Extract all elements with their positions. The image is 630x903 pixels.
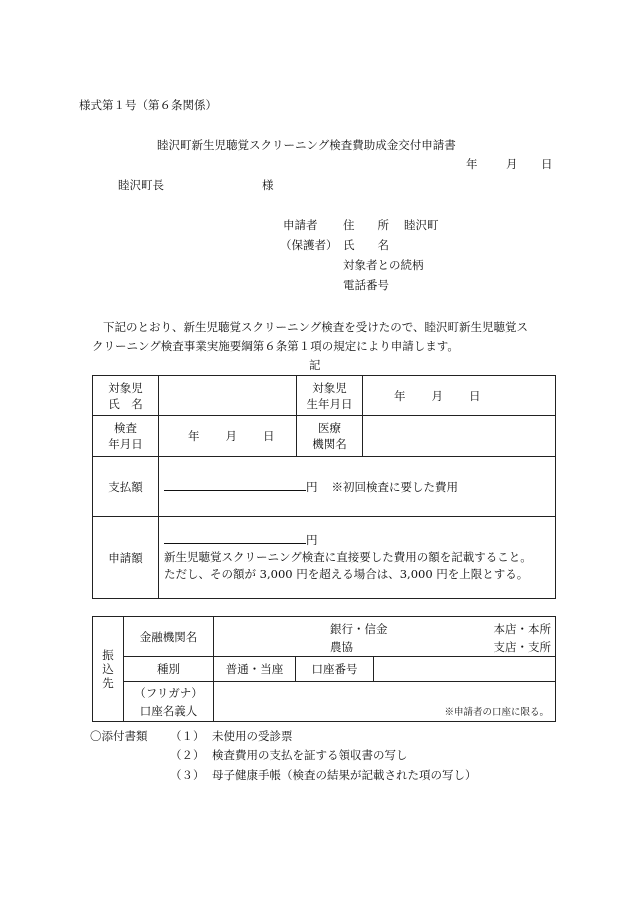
attachment-num-2: （２） (170, 748, 205, 762)
addressee-honorific: 様 (262, 178, 274, 192)
child-name-label: 対象児 氏 名 (93, 376, 159, 416)
name-label: 氏 名 (343, 238, 389, 252)
institution-label: 金融機関名 (124, 617, 214, 657)
medical-institution-label: 医療 機関名 (297, 416, 363, 457)
account-holder-label: （フリガナ） 口座名義人 (124, 682, 214, 722)
form-number: 様式第１号（第６条関係） (79, 98, 217, 112)
attachment-text-1: 未使用の受診票 (212, 729, 293, 743)
request-amount-label: 申請額 (93, 517, 159, 599)
phone-label: 電話番号 (343, 278, 389, 292)
account-holder-field[interactable] (214, 682, 556, 722)
application-table (92, 375, 556, 599)
relation-label: 対象者との続柄 (343, 258, 424, 272)
attachment-num-3: （３） (170, 768, 205, 782)
request-amount-field[interactable]: 円 新生児聴覚スクリーニング検査に直接要した費用の額を記載すること。 ただし、その額が 3,000 円を超える場合は、3,000 円を上限とする。 (159, 517, 556, 599)
date-year: 年 (466, 157, 478, 171)
transfer-destination-label: 振 込 先 (93, 617, 124, 722)
attachment-num-1: （１） (170, 729, 205, 743)
applicant-label: 申請者 (283, 218, 318, 232)
ki-label: 記 (309, 358, 321, 372)
account-number-label: 口座番号 (296, 657, 374, 682)
guardian-label: （保護者） (280, 238, 338, 252)
attachment-text-2: 検査費用の支払を証する領収書の写し (212, 748, 408, 762)
account-type-label: 種別 (124, 657, 214, 682)
account-type-field[interactable]: 普通・当座 (214, 657, 296, 682)
child-name-field[interactable] (159, 376, 297, 416)
body-line-2: クリーニング検査事業実施要綱第６条第１項の規定により申請します。 (92, 339, 459, 353)
addressee-name: 睦沢町長 (118, 178, 164, 192)
attachment-text-3: 母子健康手帳（検査の結果が記載された項の写し） (212, 768, 477, 782)
bank-account-table (92, 616, 556, 722)
address-value: 睦沢町 (404, 218, 439, 232)
child-birth-label: 対象児 生年月日 (297, 376, 363, 416)
date-day: 日 (541, 157, 553, 171)
account-number-field[interactable] (374, 657, 556, 682)
page-title: 睦沢町新生児聴覚スクリーニング検査費助成金交付申請書 (157, 138, 456, 152)
date-month: 月 (506, 157, 518, 171)
paid-amount-label: 支払額 (93, 457, 159, 517)
paid-amount-field[interactable]: 円 ※初回検査に要した費用 (159, 457, 556, 517)
body-line-1: 下記のとおり、新生児聴覚スクリーニング検査を受けたので、睦沢町新生児聴覚ス (103, 320, 529, 334)
exam-date-field[interactable]: 年 月 日 (159, 416, 297, 457)
child-birth-field[interactable]: 年 月 日 (363, 376, 556, 416)
address-label: 住 所 (343, 218, 389, 232)
institution-field[interactable]: 銀行・信金 農協 本店・本所 支店・支所 (214, 617, 556, 657)
medical-institution-field[interactable] (363, 416, 556, 457)
exam-date-label: 検査 年月日 (93, 416, 159, 457)
account-holder-note: ※申請者の口座に限る。 (444, 706, 550, 718)
attachments-label: 〇添付書類 (90, 729, 148, 743)
